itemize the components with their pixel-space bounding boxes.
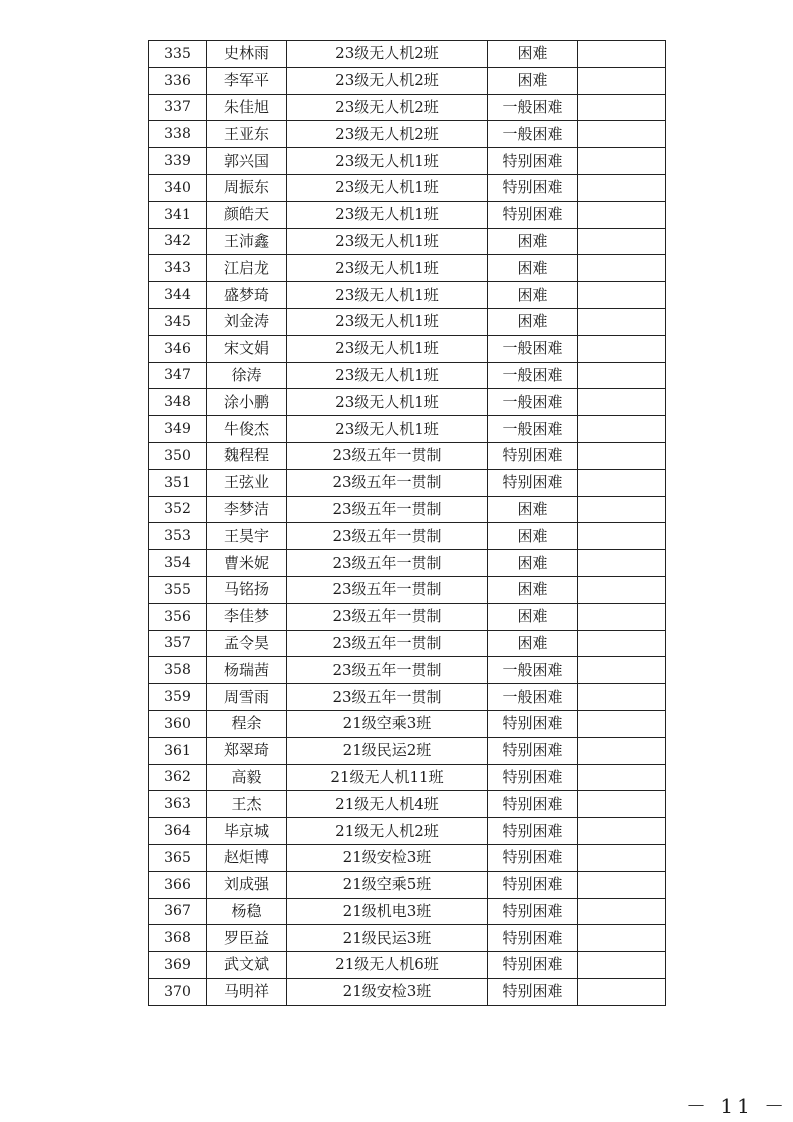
- remarks-cell: [578, 228, 666, 255]
- class-name-cell: 23级五年一贯制: [287, 576, 488, 603]
- class-name-cell: 23级无人机2班: [287, 67, 488, 94]
- row-number-cell: 337: [149, 94, 207, 121]
- class-name-cell: 21级无人机6班: [287, 952, 488, 979]
- table-body: [149, 41, 666, 1006]
- table-row: [149, 389, 666, 416]
- table-row: [149, 94, 666, 121]
- class-name-cell: 23级无人机2班: [287, 94, 488, 121]
- row-number-cell: 366: [149, 871, 207, 898]
- remarks-cell: [578, 469, 666, 496]
- class-name-cell: 21级安检3班: [287, 978, 488, 1005]
- difficulty-level-cell: 一般困难: [488, 94, 578, 121]
- remarks-cell: [578, 67, 666, 94]
- table-row: [149, 630, 666, 657]
- difficulty-level-cell: 一般困难: [488, 657, 578, 684]
- remarks-cell: [578, 523, 666, 550]
- student-name-cell: 王沛鑫: [207, 228, 287, 255]
- difficulty-level-cell: 一般困难: [488, 684, 578, 711]
- difficulty-level-cell: 一般困难: [488, 121, 578, 148]
- student-name-cell: 朱佳旭: [207, 94, 287, 121]
- difficulty-level-cell: 特别困难: [488, 174, 578, 201]
- difficulty-level-cell: 困难: [488, 308, 578, 335]
- difficulty-level-cell: 一般困难: [488, 362, 578, 389]
- difficulty-level-cell: 特别困难: [488, 469, 578, 496]
- class-name-cell: 23级无人机1班: [287, 416, 488, 443]
- row-number-cell: 347: [149, 362, 207, 389]
- class-name-cell: 23级无人机1班: [287, 335, 488, 362]
- row-number-cell: 338: [149, 121, 207, 148]
- row-number-cell: 343: [149, 255, 207, 282]
- student-name-cell: 牛俊杰: [207, 416, 287, 443]
- table-row: [149, 978, 666, 1005]
- class-name-cell: 23级五年一贯制: [287, 496, 488, 523]
- remarks-cell: [578, 282, 666, 309]
- class-name-cell: 23级无人机1班: [287, 255, 488, 282]
- remarks-cell: [578, 550, 666, 577]
- remarks-cell: [578, 148, 666, 175]
- remarks-cell: [578, 898, 666, 925]
- student-name-cell: 孟令昊: [207, 630, 287, 657]
- table-row: [149, 228, 666, 255]
- row-number-cell: 345: [149, 308, 207, 335]
- difficulty-level-cell: 困难: [488, 496, 578, 523]
- table-row: [149, 844, 666, 871]
- table-row: [149, 684, 666, 711]
- row-number-cell: 361: [149, 737, 207, 764]
- row-number-cell: 335: [149, 41, 207, 68]
- remarks-cell: [578, 737, 666, 764]
- remarks-cell: [578, 791, 666, 818]
- student-name-cell: 宋文娟: [207, 335, 287, 362]
- class-name-cell: 23级五年一贯制: [287, 603, 488, 630]
- row-number-cell: 349: [149, 416, 207, 443]
- row-number-cell: 365: [149, 844, 207, 871]
- table-row: [149, 550, 666, 577]
- table-row: [149, 148, 666, 175]
- student-name-cell: 史林雨: [207, 41, 287, 68]
- table-row: [149, 871, 666, 898]
- table-row: [149, 791, 666, 818]
- remarks-cell: [578, 603, 666, 630]
- remarks-cell: [578, 94, 666, 121]
- table-row: [149, 764, 666, 791]
- table-row: [149, 576, 666, 603]
- difficulty-level-cell: 困难: [488, 282, 578, 309]
- student-name-cell: 李军平: [207, 67, 287, 94]
- remarks-cell: [578, 308, 666, 335]
- table-row: [149, 898, 666, 925]
- student-name-cell: 曹米妮: [207, 550, 287, 577]
- class-name-cell: 23级五年一贯制: [287, 550, 488, 577]
- remarks-cell: [578, 871, 666, 898]
- class-name-cell: 23级无人机1班: [287, 201, 488, 228]
- row-number-cell: 344: [149, 282, 207, 309]
- class-name-cell: 23级无人机2班: [287, 121, 488, 148]
- difficulty-level-cell: 特别困难: [488, 952, 578, 979]
- table-row: [149, 201, 666, 228]
- student-name-cell: 王弦业: [207, 469, 287, 496]
- table-row: [149, 255, 666, 282]
- student-aid-table: [148, 40, 666, 1006]
- row-number-cell: 369: [149, 952, 207, 979]
- class-name-cell: 21级安检3班: [287, 844, 488, 871]
- class-name-cell: 23级五年一贯制: [287, 442, 488, 469]
- student-name-cell: 盛梦琦: [207, 282, 287, 309]
- difficulty-level-cell: 一般困难: [488, 389, 578, 416]
- remarks-cell: [578, 41, 666, 68]
- difficulty-level-cell: 特别困难: [488, 871, 578, 898]
- class-name-cell: 23级五年一贯制: [287, 523, 488, 550]
- difficulty-level-cell: 特别困难: [488, 201, 578, 228]
- class-name-cell: 21级民运2班: [287, 737, 488, 764]
- student-name-cell: 颜皓天: [207, 201, 287, 228]
- table-row: [149, 362, 666, 389]
- student-name-cell: 高毅: [207, 764, 287, 791]
- student-name-cell: 李梦洁: [207, 496, 287, 523]
- remarks-cell: [578, 657, 666, 684]
- table-row: [149, 282, 666, 309]
- table-row: [149, 442, 666, 469]
- row-number-cell: 351: [149, 469, 207, 496]
- class-name-cell: 23级无人机1班: [287, 308, 488, 335]
- remarks-cell: [578, 335, 666, 362]
- student-name-cell: 刘成强: [207, 871, 287, 898]
- difficulty-level-cell: 困难: [488, 603, 578, 630]
- table-row: [149, 657, 666, 684]
- difficulty-level-cell: 特别困难: [488, 791, 578, 818]
- student-name-cell: 马铭扬: [207, 576, 287, 603]
- difficulty-level-cell: 特别困难: [488, 898, 578, 925]
- difficulty-level-cell: 一般困难: [488, 335, 578, 362]
- table-row: [149, 174, 666, 201]
- remarks-cell: [578, 818, 666, 845]
- class-name-cell: 23级无人机1班: [287, 228, 488, 255]
- student-name-cell: 杨稳: [207, 898, 287, 925]
- page-number: － 11 －: [686, 1094, 789, 1118]
- remarks-cell: [578, 630, 666, 657]
- table-row: [149, 308, 666, 335]
- row-number-cell: 339: [149, 148, 207, 175]
- row-number-cell: 359: [149, 684, 207, 711]
- student-name-cell: 李佳梦: [207, 603, 287, 630]
- student-name-cell: 郑翠琦: [207, 737, 287, 764]
- student-name-cell: 刘金涛: [207, 308, 287, 335]
- difficulty-level-cell: 困难: [488, 255, 578, 282]
- difficulty-level-cell: 特别困难: [488, 925, 578, 952]
- remarks-cell: [578, 710, 666, 737]
- class-name-cell: 23级无人机1班: [287, 148, 488, 175]
- row-number-cell: 342: [149, 228, 207, 255]
- table-row: [149, 818, 666, 845]
- class-name-cell: 21级无人机4班: [287, 791, 488, 818]
- class-name-cell: 21级空乘5班: [287, 871, 488, 898]
- difficulty-level-cell: 困难: [488, 41, 578, 68]
- table-row: [149, 67, 666, 94]
- difficulty-level-cell: 特别困难: [488, 764, 578, 791]
- student-name-cell: 周振东: [207, 174, 287, 201]
- student-name-cell: 周雪雨: [207, 684, 287, 711]
- table-row: [149, 335, 666, 362]
- difficulty-level-cell: 特别困难: [488, 978, 578, 1005]
- row-number-cell: 358: [149, 657, 207, 684]
- row-number-cell: 357: [149, 630, 207, 657]
- table-row: [149, 737, 666, 764]
- table-row: [149, 121, 666, 148]
- row-number-cell: 370: [149, 978, 207, 1005]
- student-name-cell: 魏程程: [207, 442, 287, 469]
- row-number-cell: 368: [149, 925, 207, 952]
- difficulty-level-cell: 一般困难: [488, 416, 578, 443]
- student-name-cell: 赵炬博: [207, 844, 287, 871]
- table-row: [149, 952, 666, 979]
- difficulty-level-cell: 特别困难: [488, 442, 578, 469]
- class-name-cell: 21级无人机2班: [287, 818, 488, 845]
- remarks-cell: [578, 174, 666, 201]
- student-name-cell: 毕京城: [207, 818, 287, 845]
- remarks-cell: [578, 442, 666, 469]
- student-name-cell: 王杰: [207, 791, 287, 818]
- row-number-cell: 367: [149, 898, 207, 925]
- difficulty-level-cell: 困难: [488, 523, 578, 550]
- remarks-cell: [578, 844, 666, 871]
- row-number-cell: 348: [149, 389, 207, 416]
- student-name-cell: 江启龙: [207, 255, 287, 282]
- row-number-cell: 360: [149, 710, 207, 737]
- student-name-cell: 涂小鹏: [207, 389, 287, 416]
- remarks-cell: [578, 121, 666, 148]
- student-name-cell: 王昊宇: [207, 523, 287, 550]
- row-number-cell: 362: [149, 764, 207, 791]
- student-name-cell: 徐涛: [207, 362, 287, 389]
- remarks-cell: [578, 255, 666, 282]
- class-name-cell: 21级无人机11班: [287, 764, 488, 791]
- class-name-cell: 21级机电3班: [287, 898, 488, 925]
- difficulty-level-cell: 特别困难: [488, 737, 578, 764]
- difficulty-level-cell: 困难: [488, 67, 578, 94]
- remarks-cell: [578, 925, 666, 952]
- class-name-cell: 21级空乘3班: [287, 710, 488, 737]
- remarks-cell: [578, 684, 666, 711]
- class-name-cell: 23级无人机1班: [287, 362, 488, 389]
- row-number-cell: 341: [149, 201, 207, 228]
- student-name-cell: 郭兴国: [207, 148, 287, 175]
- row-number-cell: 355: [149, 576, 207, 603]
- remarks-cell: [578, 389, 666, 416]
- row-number-cell: 336: [149, 67, 207, 94]
- remarks-cell: [578, 362, 666, 389]
- class-name-cell: 23级五年一贯制: [287, 657, 488, 684]
- class-name-cell: 23级无人机1班: [287, 389, 488, 416]
- student-name-cell: 罗臣益: [207, 925, 287, 952]
- class-name-cell: 23级五年一贯制: [287, 469, 488, 496]
- difficulty-level-cell: 困难: [488, 576, 578, 603]
- difficulty-level-cell: 特别困难: [488, 844, 578, 871]
- row-number-cell: 350: [149, 442, 207, 469]
- row-number-cell: 353: [149, 523, 207, 550]
- table-row: [149, 41, 666, 68]
- difficulty-level-cell: 特别困难: [488, 710, 578, 737]
- student-name-cell: 马明祥: [207, 978, 287, 1005]
- row-number-cell: 354: [149, 550, 207, 577]
- row-number-cell: 356: [149, 603, 207, 630]
- table-row: [149, 469, 666, 496]
- table-row: [149, 925, 666, 952]
- remarks-cell: [578, 416, 666, 443]
- class-name-cell: 23级五年一贯制: [287, 630, 488, 657]
- table-row: [149, 603, 666, 630]
- row-number-cell: 364: [149, 818, 207, 845]
- row-number-cell: 346: [149, 335, 207, 362]
- class-name-cell: 23级无人机1班: [287, 282, 488, 309]
- remarks-cell: [578, 201, 666, 228]
- remarks-cell: [578, 978, 666, 1005]
- student-name-cell: 程余: [207, 710, 287, 737]
- student-name-cell: 杨瑞茜: [207, 657, 287, 684]
- table-row: [149, 710, 666, 737]
- class-name-cell: 23级无人机2班: [287, 41, 488, 68]
- difficulty-level-cell: 困难: [488, 550, 578, 577]
- difficulty-level-cell: 特别困难: [488, 148, 578, 175]
- class-name-cell: 23级无人机1班: [287, 174, 488, 201]
- remarks-cell: [578, 952, 666, 979]
- table-row: [149, 416, 666, 443]
- student-name-cell: 武文斌: [207, 952, 287, 979]
- difficulty-level-cell: 特别困难: [488, 818, 578, 845]
- remarks-cell: [578, 576, 666, 603]
- table-row: [149, 496, 666, 523]
- row-number-cell: 363: [149, 791, 207, 818]
- difficulty-level-cell: 困难: [488, 630, 578, 657]
- difficulty-level-cell: 困难: [488, 228, 578, 255]
- row-number-cell: 340: [149, 174, 207, 201]
- remarks-cell: [578, 496, 666, 523]
- class-name-cell: 23级五年一贯制: [287, 684, 488, 711]
- row-number-cell: 352: [149, 496, 207, 523]
- class-name-cell: 21级民运3班: [287, 925, 488, 952]
- remarks-cell: [578, 764, 666, 791]
- table-row: [149, 523, 666, 550]
- student-name-cell: 王亚东: [207, 121, 287, 148]
